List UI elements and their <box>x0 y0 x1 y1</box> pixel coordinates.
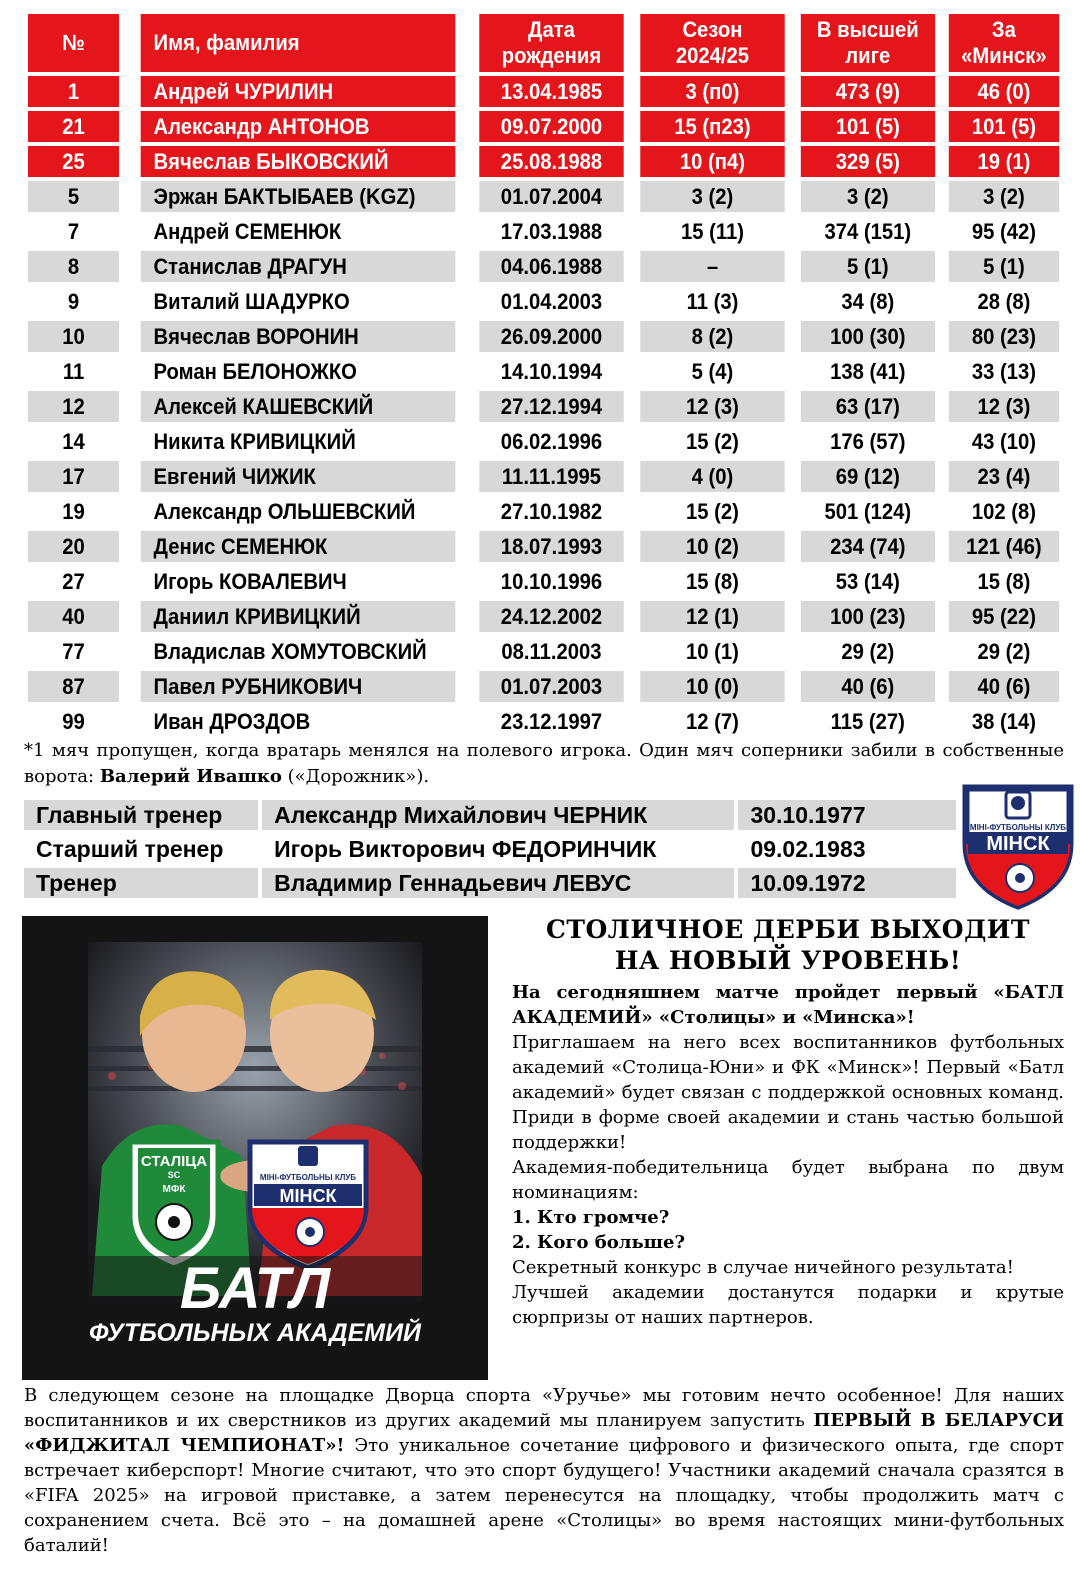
staff-birth: 09.02.1983 <box>738 834 956 864</box>
article-lead: На сегодняшнем матче пройдет первый «БАТЛ АКАДЕМИЙ» «Столицы» и «Минска»! <box>512 982 1064 1028</box>
player-name: Вячеслав ВОРОНИН <box>141 321 455 352</box>
table-row <box>24 391 1064 422</box>
player-name: Денис СЕМЕНЮК <box>141 531 455 562</box>
staff-birth: 30.10.1977 <box>738 800 956 830</box>
player-birth: 13.04.1985 <box>479 76 623 107</box>
player-season: 3 (2) <box>640 181 784 212</box>
player-name: Вячеслав БЫКОВСКИЙ <box>141 146 455 177</box>
player-season: 12 (7) <box>640 706 784 737</box>
player-league: 473 (9) <box>800 76 934 107</box>
player-birth: 04.06.1988 <box>479 251 623 282</box>
player-birth: 27.12.1994 <box>479 391 623 422</box>
player-season: 15 (2) <box>640 496 784 527</box>
player-club: 80 (23) <box>949 321 1059 352</box>
player-league: 69 (12) <box>800 461 934 492</box>
player-number: 17 <box>28 461 119 492</box>
player-league: 138 (41) <box>800 356 934 387</box>
staff-body <box>24 800 956 898</box>
player-name: Владислав ХОМУТОВСКИЙ <box>141 636 455 667</box>
staff-name: Александр Михайлович ЧЕРНИК <box>262 800 734 830</box>
article-paragraph-2: Академия-победительница будет выбрана по двум номинациям: <box>512 1157 1064 1203</box>
player-club: 95 (42) <box>949 216 1059 247</box>
stalitsa-badge-sub: SC <box>167 1170 181 1180</box>
player-season: 15 (11) <box>640 216 784 247</box>
player-club: 95 (22) <box>949 601 1059 632</box>
player-league: 3 (2) <box>800 181 934 212</box>
roster-body <box>24 76 1064 737</box>
staff-row <box>24 834 956 864</box>
minsk-club-logo <box>958 782 1078 910</box>
player-name: Павел РУБНИКОВИЧ <box>141 671 455 702</box>
player-club: 15 (8) <box>949 566 1059 597</box>
table-row <box>24 531 1064 562</box>
player-season: 3 (п0) <box>640 76 784 107</box>
player-league: 374 (151) <box>800 216 934 247</box>
player-season: 10 (1) <box>640 636 784 667</box>
player-number: 14 <box>28 426 119 457</box>
player-number: 21 <box>28 111 119 142</box>
table-row <box>24 356 1064 387</box>
player-number: 12 <box>28 391 119 422</box>
player-birth: 11.11.1995 <box>479 461 623 492</box>
player-club: 121 (46) <box>949 531 1059 562</box>
table-row <box>24 111 1064 142</box>
player-birth: 08.11.2003 <box>479 636 623 667</box>
player-number: 77 <box>28 636 119 667</box>
staff-name: Владимир Геннадьевич ЛЕВУС <box>262 868 734 898</box>
player-league: 53 (14) <box>800 566 934 597</box>
table-row <box>24 566 1064 597</box>
player-league: 34 (8) <box>800 286 934 317</box>
player-season: 11 (3) <box>640 286 784 317</box>
footnote-tail: («Дорожник»). <box>281 766 430 787</box>
poster-title: БАТЛ <box>179 1256 331 1321</box>
player-season: 10 (0) <box>640 671 784 702</box>
player-birth: 01.07.2004 <box>479 181 623 212</box>
minsk-badge-name: МІНСК <box>279 1186 337 1206</box>
player-season: 12 (1) <box>640 601 784 632</box>
player-birth: 25.08.1988 <box>479 146 623 177</box>
player-number: 27 <box>28 566 119 597</box>
bottom-text-1: В следующем сезоне на площадке Дворца спорта «Уручье» мы готовим нечто особенное! Для наших воспитанников и их сверстников из других академий мы планируем запустить <box>24 1385 1064 1431</box>
player-league: 329 (5) <box>800 146 934 177</box>
header-birth: Дата рождения <box>479 14 623 72</box>
player-number: 1 <box>28 76 119 107</box>
table-row <box>24 251 1064 282</box>
player-club: 40 (6) <box>949 671 1059 702</box>
battle-poster <box>22 916 488 1380</box>
player-league: 63 (17) <box>800 391 934 422</box>
table-row <box>24 706 1064 737</box>
player-season: 10 (2) <box>640 531 784 562</box>
player-birth: 10.10.1996 <box>479 566 623 597</box>
player-name: Игорь КОВАЛЕВИЧ <box>141 566 455 597</box>
player-number: 19 <box>28 496 119 527</box>
player-birth: 01.04.2003 <box>479 286 623 317</box>
article-paragraph-4: Лучшей академии достанутся подарки и крутые сюрпризы от наших партнеров. <box>512 1282 1064 1328</box>
player-club: 3 (2) <box>949 181 1059 212</box>
staff-role: Главный тренер <box>24 800 258 830</box>
article-paragraph-1: Приглашаем на него всех воспитанников футбольных академий «Столица-Юни» и ФК «Минск»! Первый «Батл академий» будет связан с поддержкой основных команд. Приди в форме своей академии и стань частью большой поддержки! <box>512 1032 1064 1153</box>
table-row <box>24 146 1064 177</box>
player-name: Виталий ШАДУРКО <box>141 286 455 317</box>
stalitsa-badge <box>130 1142 218 1268</box>
player-name: Станислав ДРАГУН <box>141 251 455 282</box>
player-number: 8 <box>28 251 119 282</box>
player-number: 11 <box>28 356 119 387</box>
player-number: 7 <box>28 216 119 247</box>
player-season: 15 (п23) <box>640 111 784 142</box>
staff-row <box>24 800 956 830</box>
player-club: 28 (8) <box>949 286 1059 317</box>
player-birth: 06.02.1996 <box>479 426 623 457</box>
player-number: 5 <box>28 181 119 212</box>
player-season: 8 (2) <box>640 321 784 352</box>
table-row <box>24 321 1064 352</box>
bottom-bold: ПЕРВЫЙ В БЕЛАРУСИ «ФИДЖИТАЛ ЧЕМПИОНАТ»! <box>24 1410 1064 1456</box>
player-club: 29 (2) <box>949 636 1059 667</box>
player-club: 102 (8) <box>949 496 1059 527</box>
roster-header-row <box>24 14 1064 72</box>
player-number: 87 <box>28 671 119 702</box>
player-club: 5 (1) <box>949 251 1059 282</box>
stalitsa-badge-mark: МФК <box>162 1184 186 1195</box>
stalitsa-badge-text: СТАЛІЦА <box>140 1153 208 1170</box>
player-season: 12 (3) <box>640 391 784 422</box>
player-birth: 23.12.1997 <box>479 706 623 737</box>
article-paragraph-3: Секретный конкурс в случае ничейного результата! <box>512 1257 1014 1278</box>
table-row <box>24 671 1064 702</box>
player-birth: 26.09.2000 <box>479 321 623 352</box>
player-name: Александр АНТОНОВ <box>141 111 455 142</box>
player-name: Александр ОЛЬШЕВСКИЙ <box>141 496 455 527</box>
player-name: Даниил КРИВИЦКИЙ <box>141 601 455 632</box>
player-birth: 27.10.1982 <box>479 496 623 527</box>
player-season: – <box>640 251 784 282</box>
player-number: 99 <box>28 706 119 737</box>
player-club: 19 (1) <box>949 146 1059 177</box>
player-club: 38 (14) <box>949 706 1059 737</box>
player-name: Иван ДРОЗДОВ <box>141 706 455 737</box>
staff-role: Тренер <box>24 868 258 898</box>
player-club: 101 (5) <box>949 111 1059 142</box>
table-row <box>24 461 1064 492</box>
player-number: 40 <box>28 601 119 632</box>
header-club: За «Минск» <box>949 14 1059 72</box>
player-birth: 09.07.2000 <box>479 111 623 142</box>
player-season: 10 (п4) <box>640 146 784 177</box>
player-number: 9 <box>28 286 119 317</box>
player-club: 12 (3) <box>949 391 1059 422</box>
player-season: 5 (4) <box>640 356 784 387</box>
player-season: 15 (8) <box>640 566 784 597</box>
bottom-text-2: Это уникальное сочетание цифрового и физического опыта, где спорт встречает киберспорт! Многие считают, что это спорт будущего! Участники академий сначала сразятся в «FIFA 2025» на игровой приставке, а затем перенесутся на площадку, чтобы продолжить матч с сохранением счета. Всё это – на домашней арене «Столицы» во время настоящих мини-футбольных баталий! <box>24 1435 1064 1556</box>
player-name: Алексей КАШЕВСКИЙ <box>141 391 455 422</box>
footnote <box>24 738 1064 790</box>
bottom-paragraph <box>24 1383 1064 1558</box>
player-name: Роман БЕЛОНОЖКО <box>141 356 455 387</box>
header-number: № <box>28 14 119 72</box>
poster-subtitle: ФУТБОЛЬНЫХ АКАДЕМИЙ <box>88 1319 422 1347</box>
table-row <box>24 636 1064 667</box>
player-league: 101 (5) <box>800 111 934 142</box>
table-row <box>24 426 1064 457</box>
player-number: 10 <box>28 321 119 352</box>
article <box>512 914 1064 1330</box>
article-title <box>512 914 1064 976</box>
player-league: 115 (27) <box>800 706 934 737</box>
player-club: 46 (0) <box>949 76 1059 107</box>
player-birth: 01.07.2003 <box>479 671 623 702</box>
table-row <box>24 286 1064 317</box>
logo-name: МІНСК <box>986 833 1050 855</box>
player-name: Андрей ЧУРИЛИН <box>141 76 455 107</box>
roster-table <box>20 10 1068 741</box>
player-club: 23 (4) <box>949 461 1059 492</box>
table-row <box>24 496 1064 527</box>
player-league: 29 (2) <box>800 636 934 667</box>
player-birth: 14.10.1994 <box>479 356 623 387</box>
player-league: 40 (6) <box>800 671 934 702</box>
player-season: 15 (2) <box>640 426 784 457</box>
article-question-1: 1. Кто громче? <box>512 1207 670 1228</box>
table-row <box>24 601 1064 632</box>
player-league: 100 (30) <box>800 321 934 352</box>
article-title-line1: СТОЛИЧНОЕ ДЕРБИ ВЫХОДИТ <box>545 915 1031 944</box>
player-birth: 17.03.1988 <box>479 216 623 247</box>
footnote-name: Валерий Ивашко <box>99 766 282 787</box>
player-number: 25 <box>28 146 119 177</box>
player-birth: 24.12.2002 <box>479 601 623 632</box>
header-league: В высшей лиге <box>800 14 934 72</box>
staff-birth: 10.09.1972 <box>738 868 956 898</box>
player-name: Андрей СЕМЕНЮК <box>141 216 455 247</box>
player-league: 176 (57) <box>800 426 934 457</box>
player-league: 234 (74) <box>800 531 934 562</box>
player-league: 5 (1) <box>800 251 934 282</box>
staff-role: Старший тренер <box>24 834 258 864</box>
player-number: 20 <box>28 531 119 562</box>
player-season: 4 (0) <box>640 461 784 492</box>
footnote-text: *1 мяч пропущен, когда вратарь менялся на полевого игрока. Один мяч соперники забили в собственные ворота: <box>24 740 1064 787</box>
article-title-line2: НА НОВЫЙ УРОВЕНЬ! <box>614 946 962 975</box>
article-question-2: 2. Кого больше? <box>512 1232 686 1253</box>
player-league: 501 (124) <box>800 496 934 527</box>
table-row <box>24 76 1064 107</box>
player-league: 100 (23) <box>800 601 934 632</box>
player-name: Эржан БАКТЫБАЕВ (KGZ) <box>141 181 455 212</box>
player-name: Евгений ЧИЖИК <box>141 461 455 492</box>
player-birth: 18.07.1993 <box>479 531 623 562</box>
minsk-badge-top: МІНІ-ФУТБОЛЬНЫ КЛУБ <box>259 1173 357 1182</box>
staff-table <box>20 796 960 902</box>
player-name: Никита КРИВИЦКИЙ <box>141 426 455 457</box>
header-name: Имя, фамилия <box>141 14 455 72</box>
staff-row <box>24 868 956 898</box>
header-season: Сезон 2024/25 <box>640 14 784 72</box>
logo-top-text: МІНІ-ФУТБОЛЬНЫ КЛУБ <box>969 823 1067 832</box>
staff-name: Игорь Викторович ФЕДОРИНЧИК <box>262 834 734 864</box>
table-row <box>24 181 1064 212</box>
player-club: 43 (10) <box>949 426 1059 457</box>
player-club: 33 (13) <box>949 356 1059 387</box>
table-row <box>24 216 1064 247</box>
